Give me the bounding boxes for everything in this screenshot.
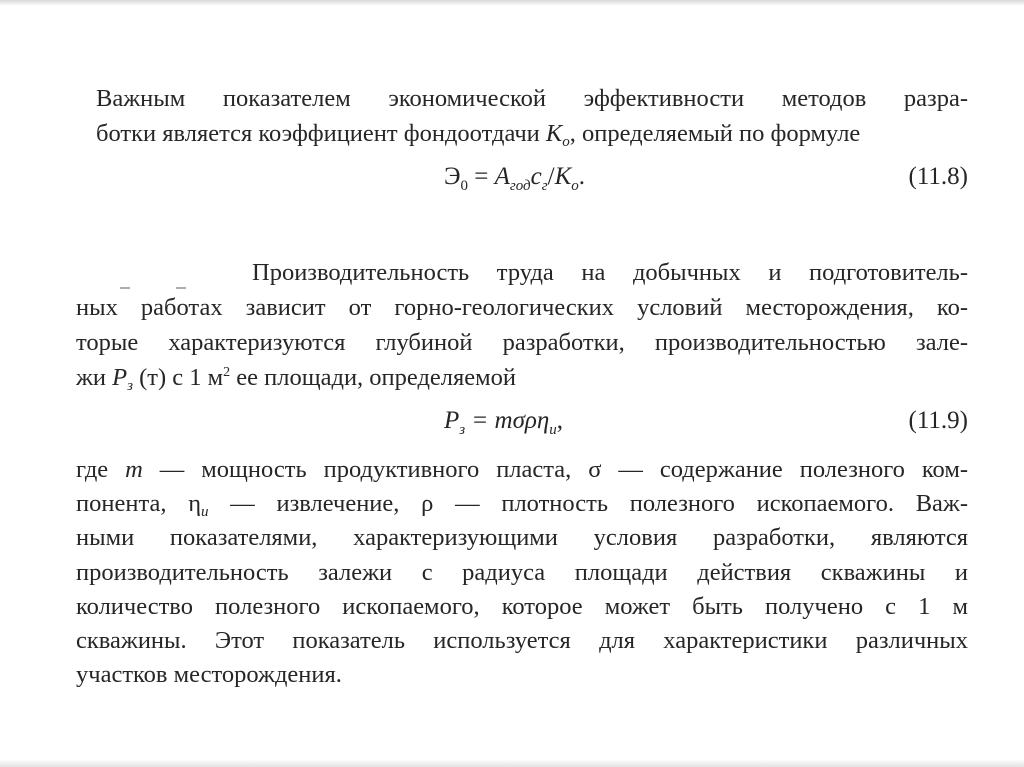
paragraph3-line4: производительность залежи с радиуса площади действия скважины и <box>76 559 968 586</box>
paragraph1-line1: Важным показателем экономической эффективности методов разра- <box>96 85 968 112</box>
formula-11-9: $Р_з = m\sigma\rho\eta_и$, <box>444 407 564 438</box>
paragraph3-line5: количество полезного ископаемого, которое может быть получено с 1 м <box>76 593 968 620</box>
scan-artifact-mark <box>120 287 130 289</box>
paragraph3-line1: где m — мощность продуктивного пласта, σ — содержание полезного ком- <box>76 456 968 483</box>
paragraph2-line1: Производительность труда на добычных и подготовитель- <box>252 259 968 286</box>
paragraph2-line2: ных работах зависит от горно-геологических условий месторождения, ко- <box>76 294 968 321</box>
paragraph2-line3: торые характеризуются глубиной разработки, производительностью зале- <box>76 329 968 356</box>
paragraph1-line2: ботки является коэффициент фондоотдачи $К_o$, определяемый по формуле <box>96 120 861 150</box>
paragraph3-line3: ными показателями, характеризующими условия разработки, являются <box>76 524 968 551</box>
equation-number-11-9: (11.9) <box>908 407 968 434</box>
scan-bottom-edge <box>0 759 1024 767</box>
paragraph3-line7: участков месторождения. <box>76 661 342 688</box>
scan-artifact-mark <box>176 287 186 289</box>
paragraph2-line4: жи $Р_з$ (т) с 1 $м^2$ ее площади, определяемой <box>76 364 517 394</box>
paragraph3-line2: понента, $\eta_и$ — извлечение, ρ — плотность полезного ископаемого. Важ- <box>76 490 969 520</box>
equation-number-11-8: (11.8) <box>908 163 968 190</box>
formula-11-8: $Э_0 = А_{год}с_г/К_о$. <box>444 163 585 194</box>
paragraph3-line6: скважины. Этот показатель используется для характеристики различных <box>76 627 968 654</box>
scan-top-edge <box>0 0 1024 6</box>
